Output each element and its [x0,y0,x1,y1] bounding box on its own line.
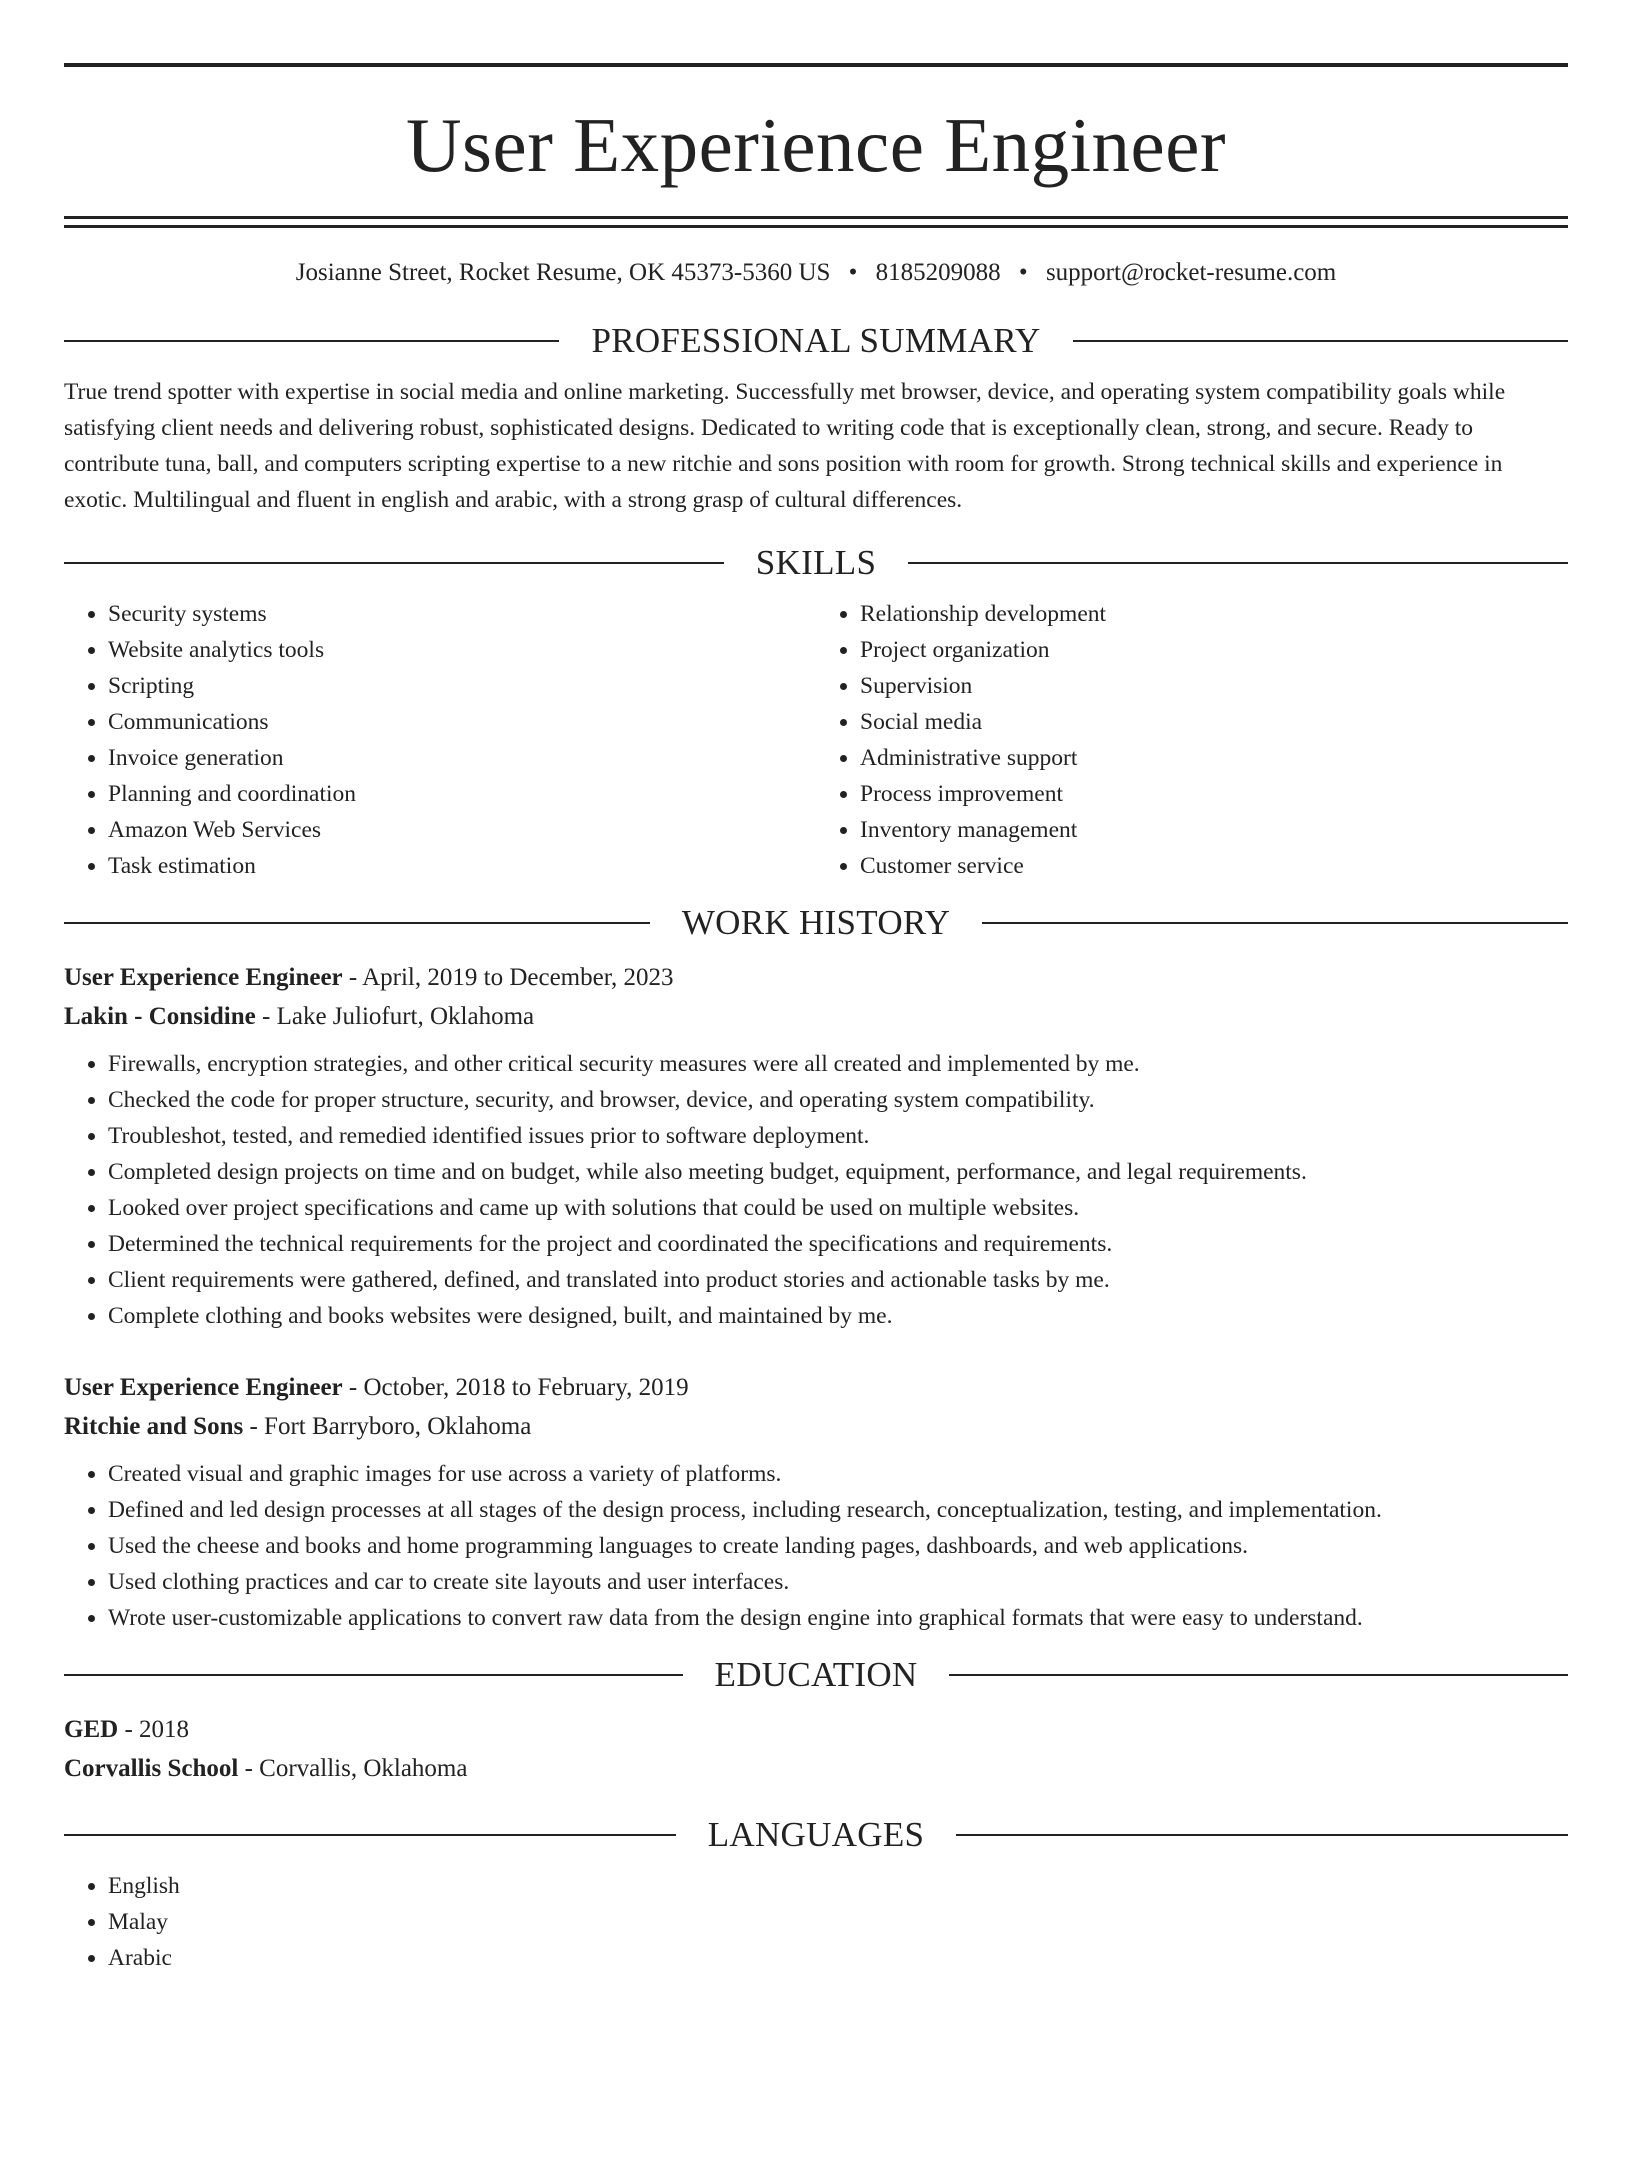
divider [64,1834,676,1836]
job-bullets [64,1456,1568,1636]
title-double-rule [64,216,1568,228]
divider [956,1834,1568,1836]
job-role: User Experience Engineer [64,1373,343,1401]
contact-address: Josianne Street, Rocket Resume, OK 45373-5360 US [295,259,831,286]
job-role-line [64,1368,1568,1407]
languages-list [64,1868,1568,1976]
skill-item: • Invoice generation [108,740,816,776]
skill-item: • Communications [108,704,816,740]
job-bullet: • Used the cheese and books and home programming languages to create landing pages, dashboards, and web applications. [108,1528,1568,1564]
skill-item: • Process improvement [860,776,1568,812]
job-bullet: • Troubleshot, tested, and remedied identified issues prior to software deployment. [108,1118,1568,1154]
skill-item: • Task estimation [108,848,816,884]
skill-item: • Supervision [860,668,1568,704]
divider [949,1674,1568,1676]
skill-item: • Inventory management [860,812,1568,848]
job-bullet: • Client requirements were gathered, defined, and translated into product stories and actionable tasks by me. [108,1262,1568,1298]
language-item: • English [108,1868,1568,1904]
language-item: • Arabic [108,1940,1568,1976]
resume-page [0,63,1632,2175]
skill-item: • Security systems [108,596,816,632]
section-header-work-history [64,902,1568,944]
education-degree-line [64,1710,1568,1749]
language-item: • Malay [108,1904,1568,1940]
job-bullet: • Complete clothing and books websites were designed, built, and maintained by me. [108,1298,1568,1334]
job-bullet: • Completed design projects on time and on budget, while also meeting budget, equipment, performance, and legal requirements. [108,1154,1568,1190]
job-role-line [64,958,1568,997]
divider [64,922,650,924]
job-entry [64,958,1568,1334]
skill-item: • Customer service [860,848,1568,884]
section-header-languages [64,1814,1568,1856]
education-location: - Corvallis, Oklahoma [238,1754,468,1782]
section-header-skills [64,542,1568,584]
skill-item: • Project organization [860,632,1568,668]
skill-item: • Administrative support [860,740,1568,776]
job-bullet: • Checked the code for proper structure, security, and browser, device, and operating system compatibility. [108,1082,1568,1118]
education-school: Corvallis School [64,1754,239,1782]
skill-item: • Scripting [108,668,816,704]
summary-text: True trend spotter with expertise in social media and online marketing. Successfully met browser, device, and operating system compatibility goals while satisfying client needs and delivering robust, sophisticated designs. Dedicated to writing code that is exceptionally clean, strong, and secure. Ready to contribute tuna, ball, and computers scripting expertise to a new ritchie and sons position with room for growth. Strong technical skills and experience in exotic. Multilingual and fluent in english and arabic, with a strong grasp of cultural differences. [64,379,1506,513]
divider [64,340,559,342]
skill-item: • Amazon Web Services [108,812,816,848]
skills-list-left [64,596,816,884]
job-company-line [64,1407,1568,1446]
skills-list-right [816,596,1568,884]
resume-title: User Experience Engineer [405,102,1227,188]
job-location: - Fort Barryboro, Oklahoma [243,1412,532,1440]
job-bullet: • Wrote user-customizable applications to convert raw data from the design engine into graphical formats that were easy to understand. [108,1600,1568,1636]
job-company: Ritchie and Sons [64,1412,244,1440]
job-bullet: • Looked over project specifications and came up with solutions that could be used on multiple websites. [108,1190,1568,1226]
job-bullets [64,1046,1568,1334]
section-header-summary [64,320,1568,362]
job-company-line [64,997,1568,1036]
job-location: - Lake Juliofurt, Oklahoma [255,1002,535,1030]
skill-item: • Website analytics tools [108,632,816,668]
education-entry [64,1710,1568,1788]
education-degree: GED [64,1715,119,1743]
section-title: SKILLS [755,542,877,582]
divider [982,922,1568,924]
skills-columns [64,596,1568,884]
contact-separator: • [848,259,858,286]
skill-item: • Social media [860,704,1568,740]
skill-item: • Planning and coordination [108,776,816,812]
education-year: - 2018 [118,1715,190,1743]
divider [64,562,724,564]
skill-item: • Relationship development [860,596,1568,632]
section-title: WORK HISTORY [681,902,951,942]
contact-separator: • [1018,259,1028,286]
section-header-education [64,1654,1568,1696]
job-dates: - October, 2018 to February, 2019 [342,1373,689,1401]
job-role: User Experience Engineer [64,963,343,991]
contact-phone: 8185209088 [875,259,1001,286]
divider [64,1674,683,1676]
education-school-line [64,1749,1568,1788]
job-company: Lakin - Considine [64,1002,256,1030]
contact-email: support@rocket-resume.com [1045,259,1337,286]
job-bullet: • Defined and led design processes at all stages of the design process, including research, conceptualization, testing, and implementation. [108,1492,1568,1528]
top-rule [64,63,1568,67]
section-title: EDUCATION [714,1654,918,1694]
contact-line [64,258,1568,288]
divider [1073,340,1568,342]
job-bullet: • Created visual and graphic images for use across a variety of platforms. [108,1456,1568,1492]
job-bullet: • Firewalls, encryption strategies, and other critical security measures were all created and implemented by me. [108,1046,1568,1082]
divider [908,562,1568,564]
section-title: PROFESSIONAL SUMMARY [591,321,1041,360]
job-entry [64,1368,1568,1636]
job-bullet: • Used clothing practices and car to create site layouts and user interfaces. [108,1564,1568,1600]
job-dates: - April, 2019 to December, 2023 [342,963,674,991]
job-bullet: • Determined the technical requirements for the project and coordinated the specifications and requirements. [108,1226,1568,1262]
section-title: LANGUAGES [707,1814,925,1854]
